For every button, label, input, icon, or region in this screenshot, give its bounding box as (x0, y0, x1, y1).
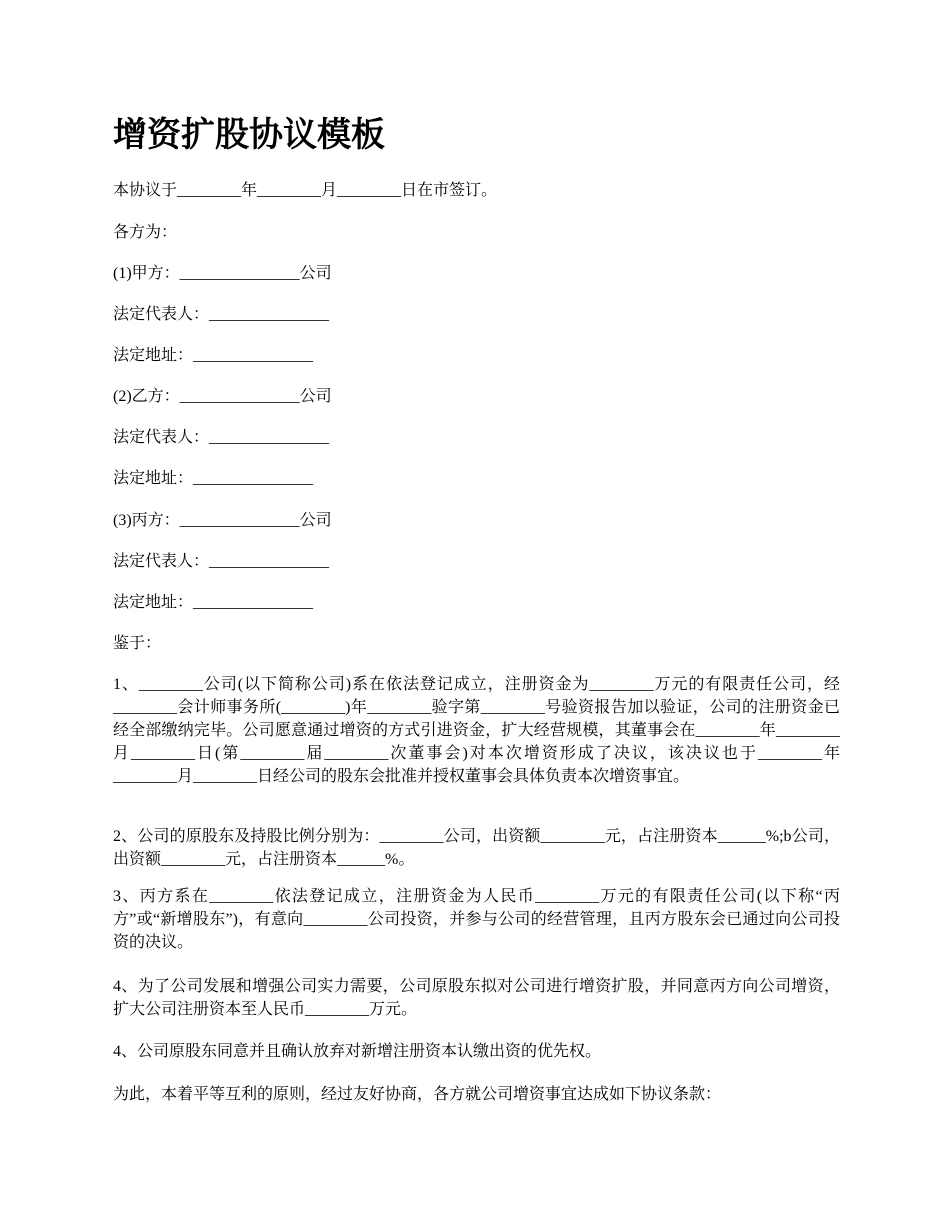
party-b-name: (2)乙方：_______________公司 (113, 388, 332, 405)
whereas-clause-2: 2、公司的原股东及持股比例分别为：________公司，出资额________元，占注册资本______%;b公司，出资额________元，占注册资本______%。 (113, 828, 840, 868)
whereas-clause-3: 3、丙方系在________依法登记成立，注册资金为人民币________万元的有限责任公司(以下称“丙方”或“新增股东”)，有意向________公司投资，并参与公司的经营管理，且丙方股东会已通过向公司投资的决议。 (113, 888, 840, 951)
party-c-address: 法定地址：_______________ (113, 594, 314, 611)
whereas-clause-5: 4、公司原股东同意并且确认放弃对新增注册资本认缴出资的优先权。 (113, 1043, 602, 1060)
party-b-representative: 法定代表人：_______________ (113, 429, 330, 446)
party-a-representative: 法定代表人：_______________ (113, 306, 330, 323)
whereas-heading: 鉴于： (113, 635, 162, 652)
parties-heading: 各方为： (113, 224, 178, 241)
party-b-address: 法定地址：_______________ (113, 470, 314, 487)
party-a-name: (1)甲方：_______________公司 (113, 265, 332, 282)
intro-line: 本协议于________年________月________日在市签订。 (113, 182, 498, 199)
whereas-clause-4: 4、为了公司发展和增强公司实力需要，公司原股东拟对公司进行增资扩股，并同意丙方向公司增资，扩大公司注册资本至人民币________万元。 (113, 978, 840, 1018)
document-title: 增资扩股协议模板 (113, 117, 385, 154)
whereas-clause-1: 1、________公司(以下简称公司)系在依法登记成立，注册资金为________万元的有限责任公司，经________会计师事务所(________)年________验字第________号验资报告加以验证，公司的注册资金已经全部缴纳完毕。公司愿意通过增资的方式引进资金，扩大经营规模，其董事会在________年________月________日(第________届________次董事会)对本次增资形成了决议，该决议也于________年________月________日经公司的股东会批准并授权董事会具体负责本次增资事宜。 (113, 676, 840, 785)
party-c-name: (3)丙方：_______________公司 (113, 512, 332, 529)
closing-line: 为此，本着平等互利的原则，经过友好协商，各方就公司增资事宜达成如下协议条款： (113, 1086, 722, 1103)
party-c-representative: 法定代表人：_______________ (113, 553, 330, 570)
party-a-address: 法定地址：_______________ (113, 347, 314, 364)
